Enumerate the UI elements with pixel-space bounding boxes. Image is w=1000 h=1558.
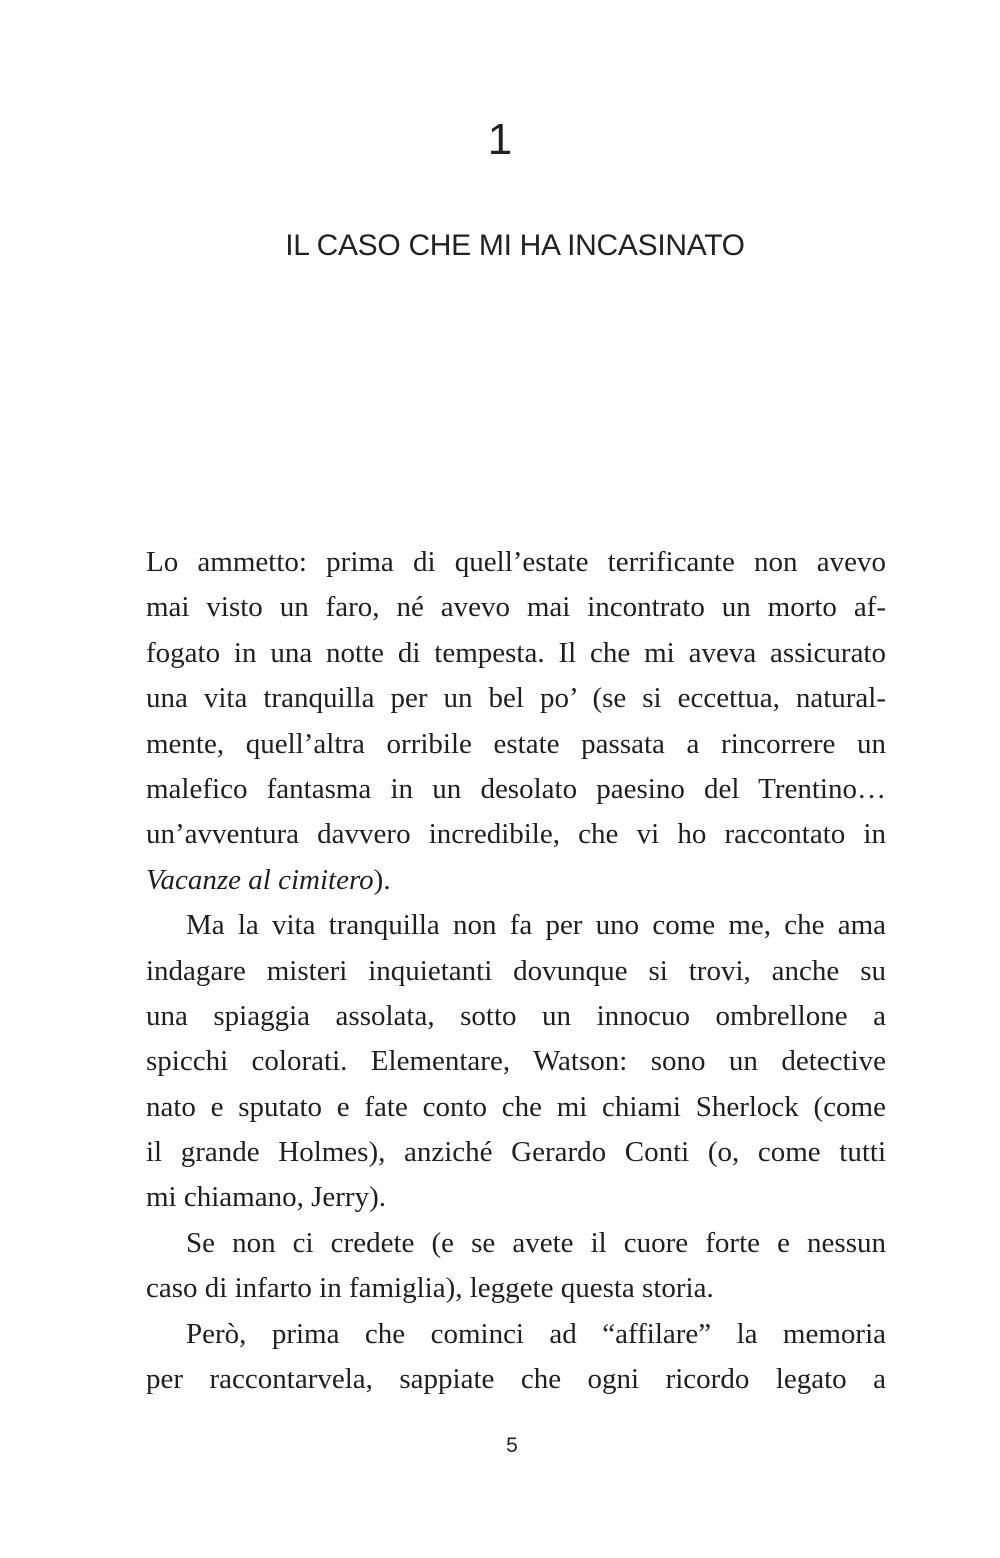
chapter-title: IL CASO CHE MI HA INCASINATO xyxy=(285,229,745,262)
text-line: per raccontarvela, sappiate che ogni ricordo legato a xyxy=(146,1363,886,1396)
page-number: 5 xyxy=(506,1434,518,1457)
chapter-number: 1 xyxy=(487,115,513,164)
text-line: indagare misteri inquietanti dovunque si trovi, anche su xyxy=(146,954,886,987)
text-line: un’avventura davvero incredibile, che vi ho raccontato in xyxy=(146,818,886,851)
text-line: nato e sputato e fate conto che mi chiami Sherlock (come xyxy=(146,1090,886,1123)
text-line: mi chiamano, Jerry). xyxy=(146,1181,386,1214)
text-line: mai visto un faro, né avevo mai incontrato un morto af- xyxy=(146,591,886,624)
text-line xyxy=(146,858,886,903)
text-line: Però, prima che cominci ad “affilare” la memoria xyxy=(186,1317,886,1350)
text-line: fogato in una notte di tempesta. Il che mi aveva assicurato xyxy=(146,636,886,669)
text-line: mente, quell’altra orribile estate passata a rincorrere un xyxy=(146,727,886,760)
text-line: Se non ci credete (e se avete il cuore forte e nessun xyxy=(186,1226,886,1259)
text-line: caso di infarto in famiglia), leggete questa storia. xyxy=(146,1272,714,1305)
text-line: il grande Holmes), anziché Gerardo Conti (o, come tutti xyxy=(146,1136,886,1169)
paragraph-1 xyxy=(146,540,886,903)
book-title-reference: Vacanze al cimitero xyxy=(146,863,374,896)
text-line: malefico fantasma in un desolato paesino del Trentino… xyxy=(146,772,886,805)
body-text xyxy=(146,540,886,1402)
text-line: una vita tranquilla per un bel po’ (se si eccettua, natural- xyxy=(146,682,886,715)
text-fragment: ). xyxy=(373,863,391,896)
paragraph-3 xyxy=(146,1221,886,1312)
paragraph-2 xyxy=(146,903,886,1221)
text-line: Lo ammetto: prima di quell’estate terrificante non avevo xyxy=(146,546,886,578)
text-line: una spiaggia assolata, sotto un innocuo ombrellone a xyxy=(146,999,886,1032)
paragraph-4 xyxy=(146,1312,886,1403)
text-line: spicchi colorati. Elementare, Watson: sono un detective xyxy=(146,1045,886,1078)
text-line: Ma la vita tranquilla non fa per uno come me, che ama xyxy=(186,909,886,942)
